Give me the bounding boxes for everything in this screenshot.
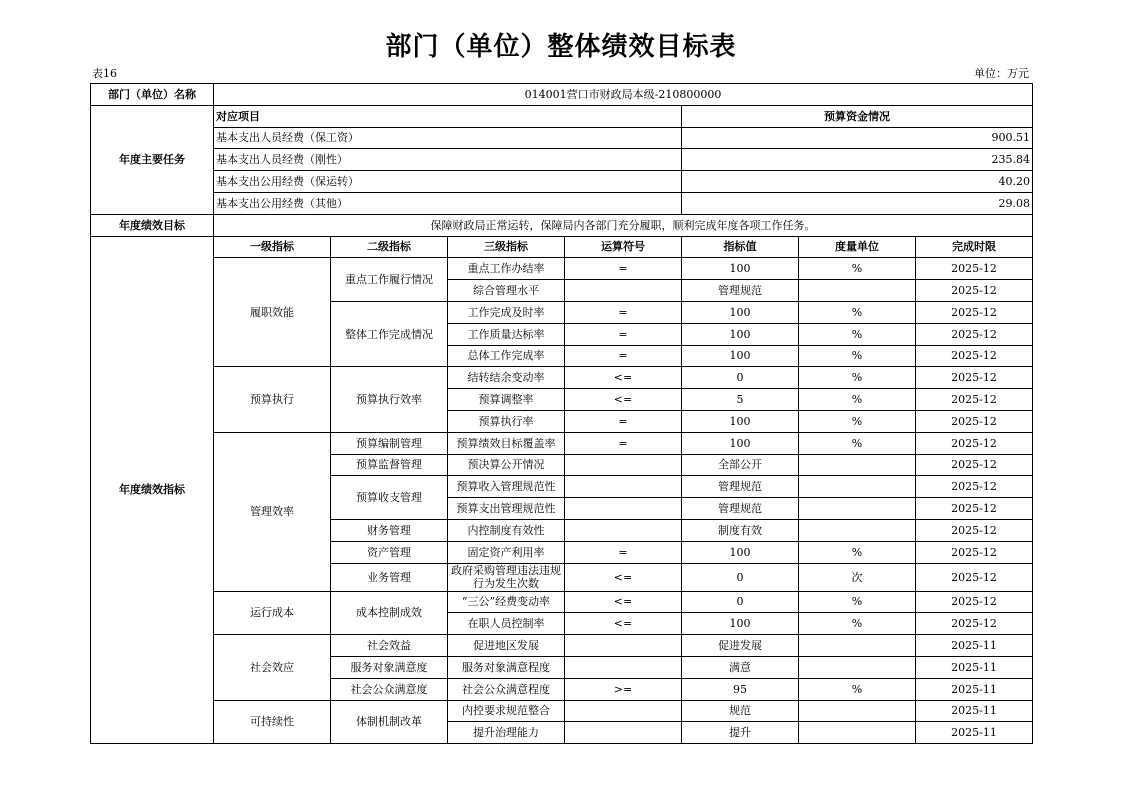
deadline-cell: 2025-12 [916,476,1033,498]
unit-cell: % [799,678,916,700]
unit-cell [799,476,916,498]
operator-cell: <= [565,389,682,411]
task-item: 基本支出公用经费（保运转） [214,171,682,193]
operator-cell [565,722,682,744]
deadline-cell: 2025-11 [916,678,1033,700]
task-amount: 235.84 [682,149,1033,171]
level2-cell: 整体工作完成情况 [331,301,448,366]
unit-cell: % [799,345,916,367]
level3-cell: 预算支出管理规范性 [448,498,565,520]
value-cell: 100 [682,323,799,345]
value-cell: 0 [682,591,799,613]
operator-cell: = [565,258,682,280]
deadline-cell: 2025-11 [916,722,1033,744]
value-cell: 提升 [682,722,799,744]
level2-cell: 社会公众满意度 [331,678,448,700]
unit-cell: 次 [799,563,916,591]
task-row [91,127,1033,149]
value-cell: 管理规范 [682,498,799,520]
value-cell: 满意 [682,656,799,678]
value-cell: 100 [682,301,799,323]
indicator-row [91,700,1033,722]
unit-cell: % [799,613,916,635]
level3-cell: 促进地区发展 [448,635,565,657]
unit-cell: % [799,541,916,563]
operator-cell [565,519,682,541]
level3-cell: 在职人员控制率 [448,613,565,635]
task-row [91,171,1033,193]
header-level3: 三级指标 [448,236,565,258]
task-amount: 40.20 [682,171,1033,193]
value-cell: 100 [682,258,799,280]
goal-text: 保障财政局正常运转，保障局内各部门充分履职，顺利完成年度各项工作任务。 [214,214,1033,236]
task-item: 基本支出人员经费（刚性） [214,149,682,171]
value-cell: 5 [682,389,799,411]
level3-cell: 固定资产利用率 [448,541,565,563]
level3-cell: 预算收入管理规范性 [448,476,565,498]
header-deadline: 完成时限 [916,236,1033,258]
goal-label: 年度绩效目标 [91,214,214,236]
level1-cell: 履职效能 [214,258,331,367]
value-cell: 100 [682,410,799,432]
operator-cell [565,700,682,722]
unit-cell: % [799,301,916,323]
unit-cell: % [799,591,916,613]
value-cell: 0 [682,367,799,389]
tasks-col-item: 对应项目 [214,105,682,127]
unit-cell [799,454,916,476]
level2-cell: 成本控制成效 [331,591,448,635]
level2-cell: 预算编制管理 [331,432,448,454]
operator-cell: <= [565,367,682,389]
dept-row [91,84,1033,106]
level2-cell: 预算收支管理 [331,476,448,520]
deadline-cell: 2025-12 [916,389,1033,411]
operator-cell: = [565,410,682,432]
indicator-row [91,367,1033,389]
level2-cell: 重点工作履行情况 [331,258,448,302]
level3-cell: 提升治理能力 [448,722,565,744]
operator-cell [565,454,682,476]
level2-cell: 资产管理 [331,541,448,563]
deadline-cell: 2025-12 [916,563,1033,591]
deadline-cell: 2025-12 [916,454,1033,476]
operator-cell: = [565,301,682,323]
level3-cell: 内控要求规范整合 [448,700,565,722]
unit-cell: % [799,432,916,454]
value-cell: 100 [682,345,799,367]
indicator-row [91,258,1033,280]
value-cell: 100 [682,541,799,563]
operator-cell: <= [565,563,682,591]
level1-cell: 预算执行 [214,367,331,432]
value-cell: 促进发展 [682,635,799,657]
unit-cell: % [799,258,916,280]
value-cell: 100 [682,613,799,635]
level2-cell: 业务管理 [331,563,448,591]
unit-cell [799,280,916,302]
task-amount: 29.08 [682,192,1033,214]
deadline-cell: 2025-12 [916,301,1033,323]
deadline-cell: 2025-12 [916,345,1033,367]
level3-cell: 服务对象满意程度 [448,656,565,678]
level2-cell: 预算监督管理 [331,454,448,476]
level2-cell: 财务管理 [331,519,448,541]
level2-cell: 体制机制改革 [331,700,448,744]
indicator-row [91,591,1033,613]
level3-cell: 预算绩效目标覆盖率 [448,432,565,454]
unit-cell: % [799,367,916,389]
operator-cell [565,656,682,678]
header-level1: 一级指标 [214,236,331,258]
operator-cell: = [565,323,682,345]
deadline-cell: 2025-12 [916,258,1033,280]
value-cell: 规范 [682,700,799,722]
level2-cell: 社会效益 [331,635,448,657]
deadline-cell: 2025-12 [916,541,1033,563]
value-cell: 全部公开 [682,454,799,476]
operator-cell [565,498,682,520]
operator-cell: = [565,432,682,454]
operator-cell: = [565,541,682,563]
indicators-label: 年度绩效指标 [91,236,214,744]
unit-cell [799,722,916,744]
unit-cell [799,498,916,520]
unit-cell [799,519,916,541]
level3-cell: 社会公众满意程度 [448,678,565,700]
level1-cell: 运行成本 [214,591,331,635]
level3-cell: 总体工作完成率 [448,345,565,367]
operator-cell: <= [565,613,682,635]
deadline-cell: 2025-12 [916,519,1033,541]
header-operator: 运算符号 [565,236,682,258]
deadline-cell: 2025-11 [916,700,1033,722]
level3-cell: 综合管理水平 [448,280,565,302]
deadline-cell: 2025-12 [916,323,1033,345]
level3-cell: 预决算公开情况 [448,454,565,476]
header-unit: 度量单位 [799,236,916,258]
dept-name: 014001营口市财政局本级-210800000 [214,84,1033,106]
deadline-cell: 2025-11 [916,656,1033,678]
operator-cell: >= [565,678,682,700]
level1-cell: 管理效率 [214,432,331,591]
task-row [91,192,1033,214]
value-cell: 95 [682,678,799,700]
tasks-col-budget: 预算资金情况 [682,105,1033,127]
dept-label: 部门（单位）名称 [91,84,214,106]
header-value: 指标值 [682,236,799,258]
unit-cell: % [799,323,916,345]
unit-cell: % [799,389,916,411]
level3-cell: 预算执行率 [448,410,565,432]
tasks-header-row [91,105,1033,127]
task-row [91,149,1033,171]
deadline-cell: 2025-12 [916,280,1033,302]
deadline-cell: 2025-12 [916,498,1033,520]
operator-cell: <= [565,591,682,613]
level3-cell: “三公”经费变动率 [448,591,565,613]
deadline-cell: 2025-12 [916,367,1033,389]
deadline-cell: 2025-12 [916,432,1033,454]
level1-cell: 社会效应 [214,635,331,700]
operator-cell: = [565,345,682,367]
value-cell: 管理规范 [682,280,799,302]
indicator-row [91,432,1033,454]
level1-cell: 可持续性 [214,700,331,744]
level2-cell: 服务对象满意度 [331,656,448,678]
operator-cell [565,280,682,302]
value-cell: 制度有效 [682,519,799,541]
performance-table [90,83,1033,744]
operator-cell [565,476,682,498]
value-cell: 0 [682,563,799,591]
unit-cell: % [799,410,916,432]
level3-cell: 工作完成及时率 [448,301,565,323]
level3-cell: 预算调整率 [448,389,565,411]
task-item: 基本支出公用经费（其他） [214,192,682,214]
level3-cell: 内控制度有效性 [448,519,565,541]
unit-cell [799,656,916,678]
unit-cell [799,635,916,657]
operator-cell [565,635,682,657]
deadline-cell: 2025-11 [916,635,1033,657]
deadline-cell: 2025-12 [916,410,1033,432]
value-cell: 100 [682,432,799,454]
header-level2: 二级指标 [331,236,448,258]
goal-row [91,214,1033,236]
indicator-header-row [91,236,1033,258]
deadline-cell: 2025-12 [916,591,1033,613]
level2-cell: 预算执行效率 [331,367,448,432]
value-cell: 管理规范 [682,476,799,498]
task-item: 基本支出人员经费（保工资） [214,127,682,149]
deadline-cell: 2025-12 [916,613,1033,635]
unit-cell [799,700,916,722]
unit-label: 单位：万元 [974,67,1029,80]
level3-cell: 政府采购管理违法违规行为发生次数 [448,563,565,591]
indicator-row [91,635,1033,657]
tasks-label: 年度主要任务 [91,105,214,214]
task-amount: 900.51 [682,127,1033,149]
level3-cell: 结转结余变动率 [448,367,565,389]
page-title: 部门（单位）整体绩效目标表 [385,32,737,62]
level3-cell: 重点工作办结率 [448,258,565,280]
level3-cell: 工作质量达标率 [448,323,565,345]
table-number: 表16 [92,67,117,80]
